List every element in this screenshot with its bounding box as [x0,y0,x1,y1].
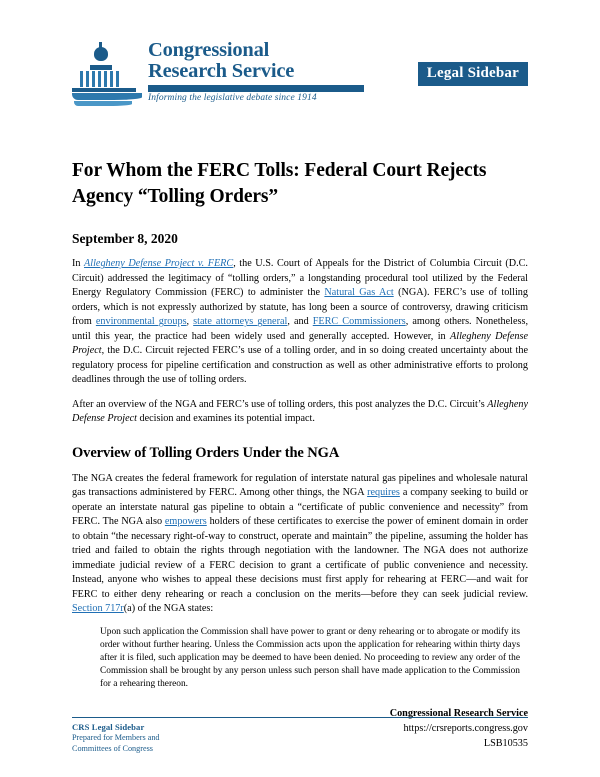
p3-text-2: a company seeking to build or operate an interstate natural gas pipeline to obtain a “certificate of public convenience and necessity” from FERC. The NGA also [72,487,528,528]
link-ferc-commissioners[interactable]: FERC Commissioners [312,316,406,328]
p3-text-1: The NGA creates the federal framework for regulation of interstate natural gas pipelines and wholesale natural gas transactions administered by FERC. Among other things, the NGA [72,472,528,499]
logo-rule [148,85,364,92]
footer-line-3: Committees of Congress [72,744,153,754]
section-heading-overview-of-tolling-orders: Overview of Tolling Orders Under the NGA [72,444,340,461]
p2-text-1: After an overview of the NGA and FERC’s use of tolling orders, this post analyzes the D.C. Circuit’s [72,398,488,410]
org-name-line2: Research Service [148,59,295,82]
p2-italic-1: Allegheny Defense Project [72,398,528,425]
p1-text-6: , among others. Nonetheless, until this year, the practice had been widely used and generally accepted. However, in [72,316,528,342]
intro-paragraph [72,257,528,387]
page-title: For Whom the FERC Tolls: Federal Court Rejects Agency “Tolling Orders” [72,160,487,207]
p2-text-2: decision and examines its potential impact. [136,413,315,425]
link-allegheny-defense-project-v-ferc[interactable]: Allegheny Defense Project v. FERC [84,258,234,270]
p3-text-3: holders of these certificates to exercise the power of eminent domain in order to obtain “the necessary right-of-way to construct, operate and maintain” the pipeline, assuming the holder has tried and failed to obtain the rights through negotiation with the landowner. The NGA does not authorize immediate judicial review of a FERC decision to grant a certificate of public convenience and necessity. Instead, anyone who wishes to appeal these decisions must first apply for rehearing at FERC—and wait for FERC to either deny rehearing or reach a conclusion on the merits—before they can seek judicial review. [72,516,528,600]
p1-text-1: In [72,258,85,270]
p1-text-3: (NGA). FERC’s use of tolling orders, which is not expressly authorized by statute, has long been a source of controversy, drawing criticism from [72,287,528,328]
p1-text-7: , the D.C. Circuit rejected FERC’s use of a tolling order, and in so doing created uncertainty about the regulatory process for pipeline certification and construction as well as other administrative efforts to prolong deadlines through the use of tolling orders. [72,345,528,386]
link-environmental-groups[interactable]: environmental groups [95,316,187,328]
legal-sidebar-badge: Legal Sidebar [418,62,528,86]
org-name-line1: Congressional [148,39,270,61]
columns-icon [80,71,124,87]
link-natural-gas-act[interactable]: Natural Gas Act [324,287,394,299]
document-header [72,0,528,128]
link-state-attorneys-general[interactable]: state attorneys general [193,316,288,328]
p3-text-4: (a) of the NGA states: [123,603,214,615]
link-requires[interactable]: requires [367,487,400,499]
page-footer [72,717,528,755]
signature-org: Congressional Research Service [389,708,528,720]
p1-text-4: , [186,316,194,328]
link-empowers[interactable]: empowers [164,516,207,528]
capitol-dome-icon [72,42,142,108]
signature-report-number: LSB10535 [483,737,528,749]
publication-date: September 8, 2020 [72,231,178,247]
crs-logo [72,40,364,108]
section-paragraph [72,472,528,617]
org-tagline: Informing the legislative debate since 1914 [148,92,317,103]
p1-italic-1: Allegheny Defense Project [72,330,528,357]
p1-text-5: , and [287,316,313,328]
footer-series-label: CRS Legal Sidebar [72,721,145,732]
footer-line-2: Prepared for Members and [72,732,160,742]
overview-paragraph [72,398,528,427]
link-section-717r[interactable]: Section 717r [72,603,124,615]
signature-url[interactable]: https://crsreports.congress.gov [403,723,528,735]
p1-text-2: , the U.S. Court of Appeals for the District of Columbia Circuit (D.C. Circuit) addressed the legitimacy of “tolling orders,” a longstanding procedural tool utilized by the Federal Energy Regulatory Commission (FERC) to administer the [72,258,528,299]
statute-blockquote: Upon such application the Commission shall have power to grant or deny rehearing or to abrogate or modify its order without further hearing. Unless the Commission acts upon the application for rehearing within thirty days after it is filed, such application may be deemed to have been denied. No proceeding to review any order of the Commission shall be brought by any person unless such person shall have made application to the Commission for a rehearing thereon. [100,626,520,690]
